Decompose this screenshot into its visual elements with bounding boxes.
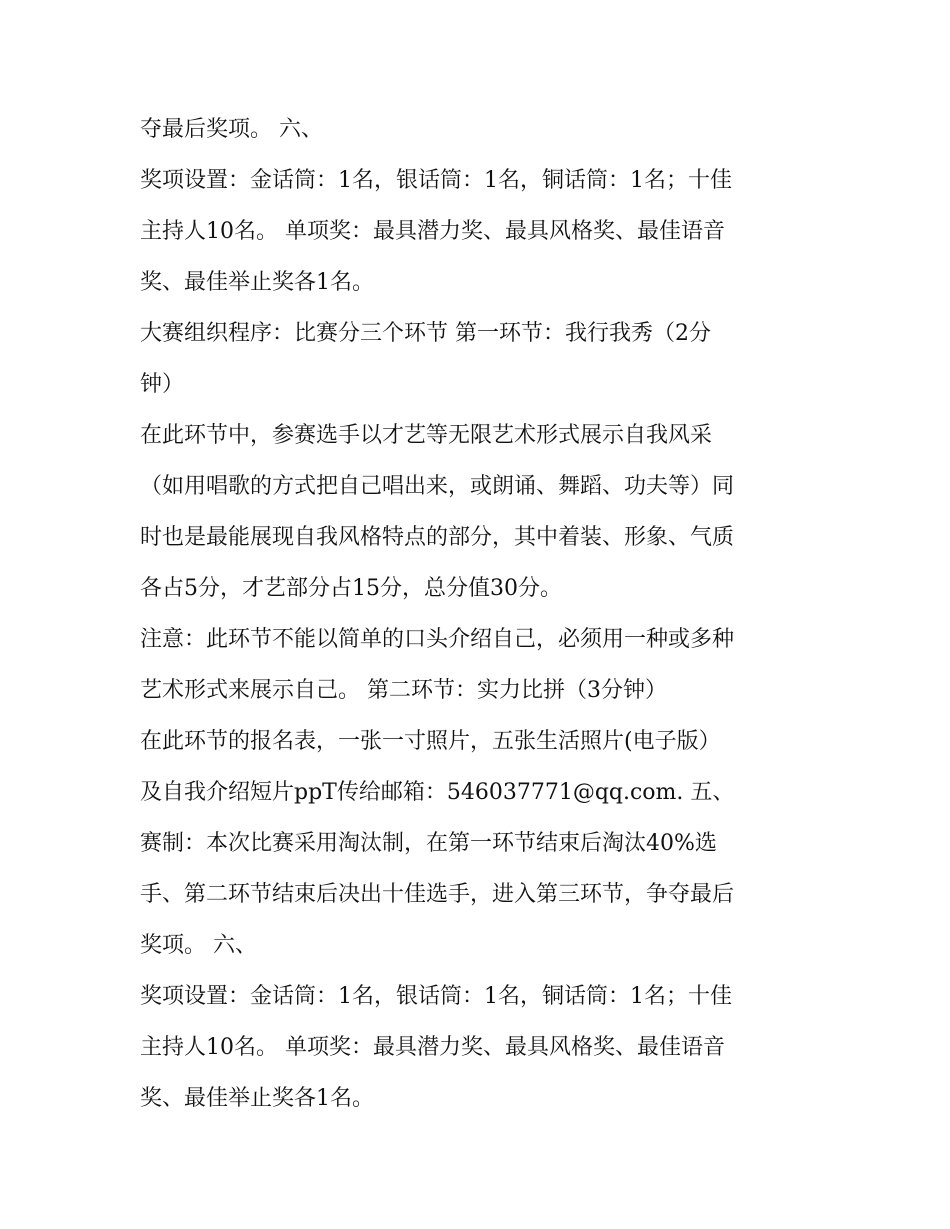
text-line: 及自我介绍短片ppT传给邮箱：546037771@qq.com. 五、 <box>140 780 735 805</box>
text-line: 主持人10名。 单项奖：最具潜力奖、最具风格奖、最佳语音 <box>140 219 725 244</box>
text-line: 在此环节的报名表，一张一寸照片，五张生活照片(电子版） <box>140 729 721 754</box>
text-line: 时也是最能展现自我风格特点的部分，其中着装、形象、气质 <box>140 525 735 550</box>
text-line: 奖项。 六、 <box>140 933 257 958</box>
text-line: 奖、最佳举止奖各1名。 <box>140 270 374 295</box>
text-line: 注意：此环节不能以简单的口头介绍自己，必须用一种或多种 <box>140 627 735 652</box>
text-line: 奖项设置：金话筒：1名，银话筒：1名，铜话筒：1名；十佳 <box>140 984 732 1009</box>
text-line: 手、第二环节结束后决出十佳选手，进入第三环节，争夺最后 <box>140 882 735 907</box>
text-line: 艺术形式来展示自己。 第二环节：实力比拼（3分钟） <box>140 678 667 703</box>
text-line: 各占5分，才艺部分占15分，总分值30分。 <box>140 576 562 601</box>
text-line: 奖、最佳举止奖各1名。 <box>140 1086 374 1111</box>
text-line: 大赛组织程序：比赛分三个环节 第一环节：我行我秀（2分 <box>140 321 711 346</box>
text-line: 钟） <box>140 372 185 397</box>
text-line: 主持人10名。 单项奖：最具潜力奖、最具风格奖、最佳语音 <box>140 1035 725 1060</box>
text-line: 在此环节中，参赛选手以才艺等无限艺术形式展示自我风采 <box>140 423 713 448</box>
document-body <box>140 104 830 1124</box>
text-line: 赛制：本次比赛采用淘汰制，在第一环节结束后淘汰40%选 <box>140 831 717 856</box>
text-line: 奖项设置：金话筒：1名，银话筒：1名，铜话筒：1名；十佳 <box>140 168 732 193</box>
text-line: 夺最后奖项。 六、 <box>140 117 323 142</box>
text-line: （如用唱歌的方式把自己唱出来，或朗诵、舞蹈、功夫等）同 <box>140 474 735 499</box>
